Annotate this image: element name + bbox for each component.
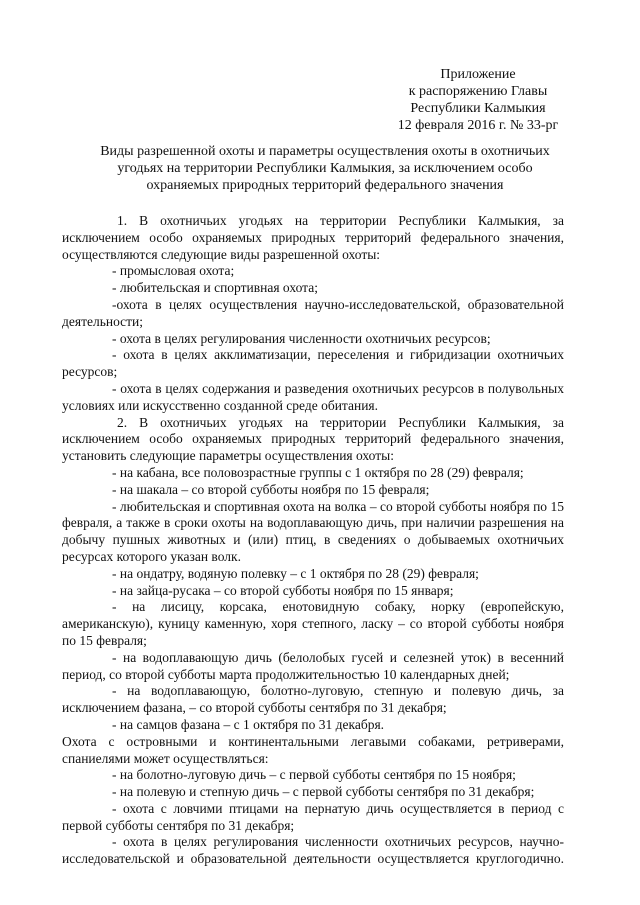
list-item: - любительская и спортивная охота; (112, 280, 318, 296)
document-body (62, 213, 564, 868)
appendix-date-number: 12 февраля 2016 г. № 33-рг (397, 118, 559, 133)
list-item: - охота в целях содержания и разведения охотничьих ресурсов в полувольных условиях или искусственно созданной среде обитания. (62, 380, 564, 413)
list-item: - на шакала – со второй субботы ноября по 15 февраля; (112, 481, 430, 497)
list-item: - на ондатру, водяную полевку – с 1 октября по 28 (29) февраля; (112, 565, 479, 581)
list-item: - на болотно-луговую дичь – с первой субботы сентября по 15 ноября; (112, 767, 516, 783)
list-item: -охота в целях осуществления научно-исследовательской, образовательной деятельности; (62, 296, 564, 329)
list-item: - промысловая охота; (112, 263, 235, 279)
dogs-paragraph: Охота с островными и континентальными легавыми собаками, ретриверами, спаниелями может осуществляться: (62, 733, 564, 766)
list-item: - на кабана, все половозрастные группы с 1 октября по 28 (29) февраля; (112, 464, 524, 480)
list-item: - охота в целях акклиматизации, переселения и гибридизации охотничьих ресурсов; (62, 347, 564, 380)
title-line: охраняемых природных территорий федерального значения (146, 178, 504, 193)
list-item: - на лисицу, корсака, енотовидную собаку, норку (европейскую, американскую), куницу каменную, хоря степного, ласку – со второй субботы ноября по 15 февраля; (62, 599, 564, 648)
document-title (60, 143, 590, 194)
appendix-header (378, 66, 578, 134)
appendix-republic: Республики Калмыкия (410, 101, 546, 116)
title-line: Виды разрешенной охоты и параметры осуществления охоты в охотничьих (100, 144, 550, 159)
list-item: - охота в целях регулирования численности охотничьих ресурсов; (112, 330, 491, 346)
list-item: - охота с ловчими птицами на пернатую дичь осуществляется в период с первой субботы сентября по 31 декабря; (62, 800, 564, 833)
list-item: - на самцов фазана – с 1 октября по 31 декабря. (112, 716, 385, 732)
appendix-order-ref: к распоряжению Главы (408, 84, 548, 99)
title-line: угодьях на территории Республики Калмыкия, за исключением особо (117, 161, 533, 176)
list-item: - любительская и спортивная охота на волка – со второй субботы ноября по 15 февраля, а также в сроки охоты на водоплавающую дичь, при наличии разрешения на добычу пушных животных и (или) птиц, в сведениях о добываемых охотничьих ресурсах которого указан волк. (62, 498, 564, 564)
list-item: - на водоплавающую дичь (белолобых гусей и селезней уток) в весенний период, со второй субботы марта продолжительностью 10 календарных дней; (62, 649, 564, 682)
list-item: - охота в целях регулирования численности охотничьих ресурсов, научно-исследовательской и образовательной деятельности осуществляется круглогодично. (62, 834, 564, 867)
list-item: - на водоплавающую, болотно-луговую, степную и полевую дичь, за исключением фазана, – со второй субботы сентября по 31 декабря; (62, 683, 564, 716)
section-1-intro: 1. В охотничьих угодьях на территории Республики Калмыкия, за исключением особо охраняемых природных территорий федерального значения, осуществляются следующие виды разрешенной охоты: (62, 213, 564, 262)
appendix-label: Приложение (440, 67, 516, 82)
section-2-intro: 2. В охотничьих угодьях на территории Республики Калмыкия, за исключением особо охраняемых природных территорий федерального значения, установить следующие параметры осуществления охоты: (62, 414, 564, 464)
list-item: - на полевую и степную дичь – с первой субботы сентября по 31 декабря; (112, 784, 535, 800)
list-item: - на зайца-русака – со второй субботы ноября по 15 января; (112, 582, 454, 598)
